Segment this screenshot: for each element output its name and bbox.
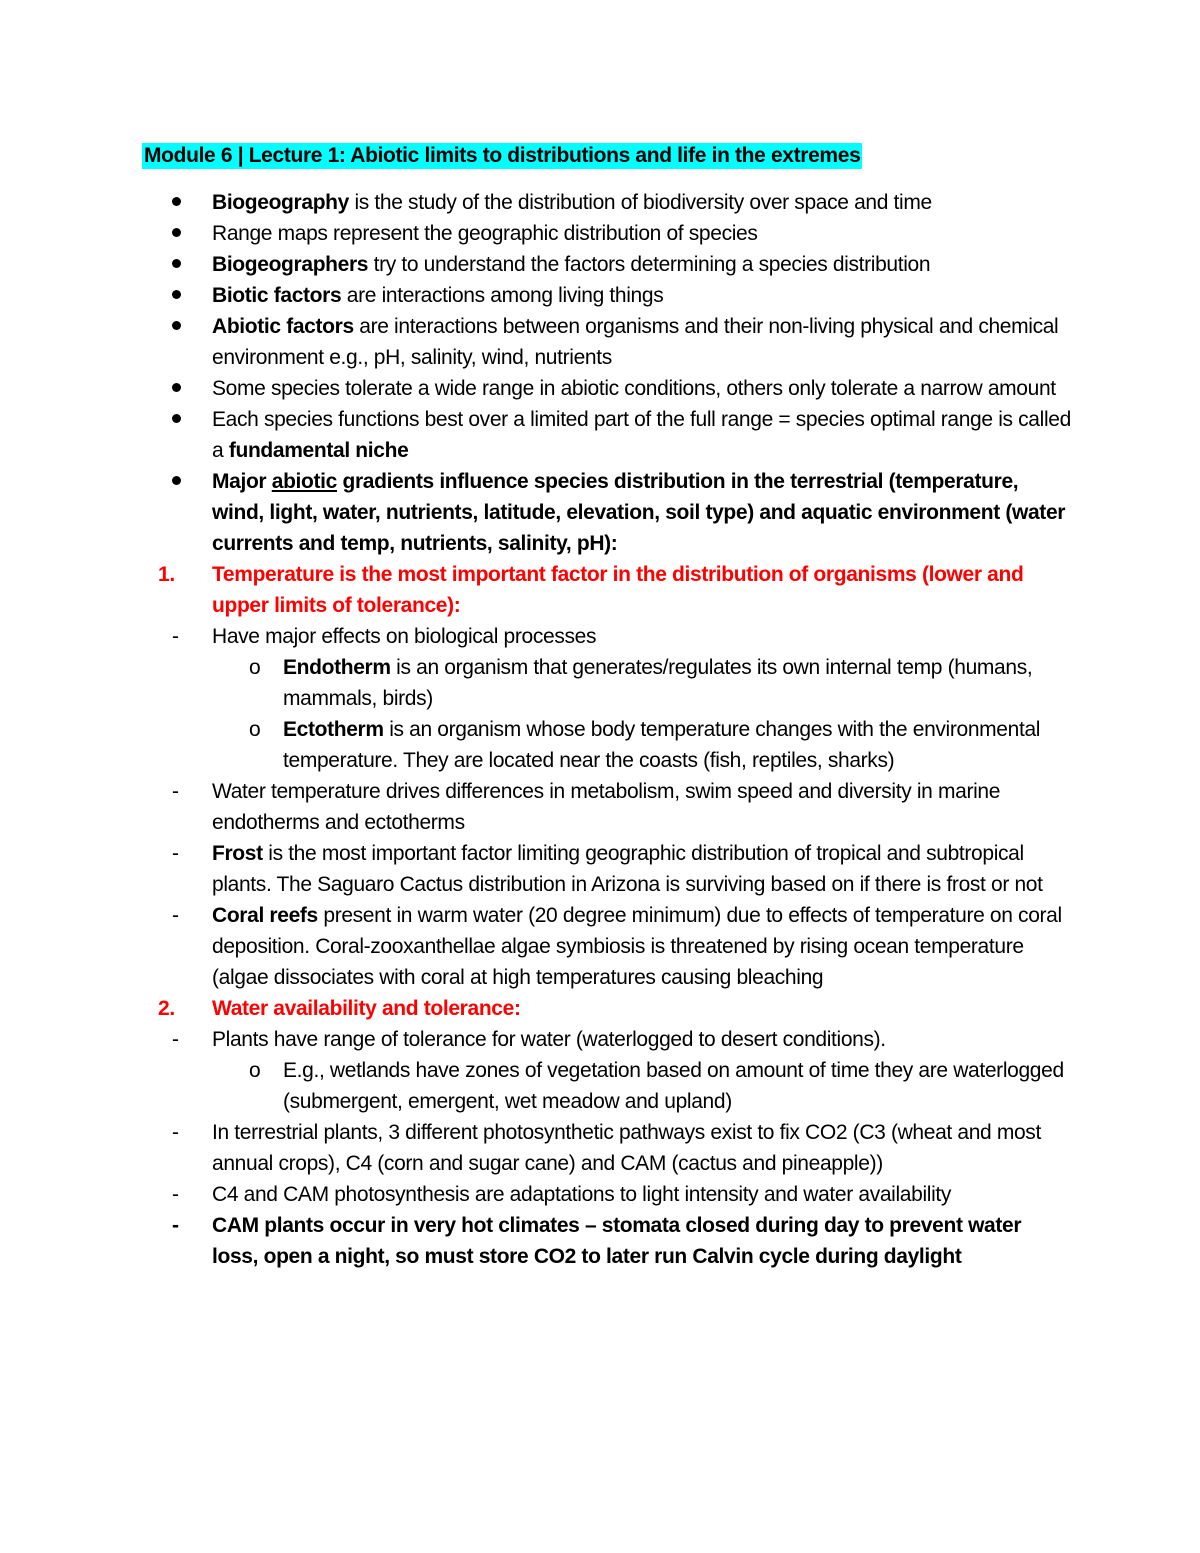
- bullet-dot-icon: [172, 218, 181, 249]
- circle-bullet-icon: o: [249, 1059, 261, 1082]
- page-title: Module 6 | Lecture 1: Abiotic limits to distributions and life in the extremes: [144, 144, 861, 167]
- bullet-dot-icon: [172, 466, 181, 497]
- circle-bullet-icon: o: [249, 656, 261, 679]
- bullet-item: Abiotic factors are interactions between organisms and their non-living physical and chemical environment e.g., pH, salinity, wind, nutrients: [142, 311, 1072, 373]
- dash-item: - Coral reefs present in warm water (20 degree minimum) due to effects of temperature on coral deposition. Coral-zooxanthellae algae symbiosis is threatened by rising ocean temperature (algae dissociates with coral at high temperatures causing bleaching: [172, 904, 1062, 989]
- dash-item: - Have major effects on biological processes: [172, 625, 597, 648]
- dash-item: - Frost is the most important factor limiting geographic distribution of tropical and subtropical plants. The Saguaro Cactus distribution in Arizona is surviving based on if there is frost or not: [172, 842, 1043, 896]
- bullet-dot-icon: [172, 187, 181, 218]
- bullet-item: Major abiotic gradients influence species distribution in the terrestrial (temperature, wind, light, water, nutrients, latitude, elevation, soil type) and aquatic environment (water currents and temp, nutrients, salinity, pH):: [142, 466, 1072, 559]
- dash-item: - Plants have range of tolerance for water (waterlogged to desert conditions).: [172, 1028, 886, 1051]
- bullet-item: Biotic factors are interactions among living things: [142, 280, 1072, 311]
- sub-item: o E.g., wetlands have zones of vegetation based on amount of time they are waterlogged (submergent, emergent, wet meadow and upland): [142, 1055, 1072, 1117]
- bullet-item: Biogeography is the study of the distribution of biodiversity over space and time: [142, 187, 1072, 218]
- bullet-item: Each species functions best over a limited part of the full range = species optimal range is called a fundamental niche: [142, 404, 1072, 466]
- sub-item: o Endotherm is an organism that generates/regulates its own internal temp (humans, mammals, birds): [142, 652, 1072, 714]
- sub-item: o Ectotherm is an organism whose body temperature changes with the environmental temperature. They are located near the coasts (fish, reptiles, sharks): [142, 714, 1072, 776]
- bullet-item: Biogeographers try to understand the factors determining a species distribution: [142, 249, 1072, 280]
- bullet-item: Some species tolerate a wide range in abiotic conditions, others only tolerate a narrow amount: [142, 373, 1072, 404]
- section-heading-water: 2. Water availability and tolerance:: [158, 997, 521, 1020]
- document-body: [142, 140, 1072, 1272]
- bullet-dot-icon: [172, 311, 181, 342]
- bullet-dot-icon: [172, 280, 181, 311]
- dash-item: - In terrestrial plants, 3 different photosynthetic pathways exist to fix CO2 (C3 (wheat and most annual crops), C4 (corn and sugar cane) and CAM (cactus and pineapple)): [172, 1121, 1041, 1175]
- dash-item: - CAM plants occur in very hot climates – stomata closed during day to prevent water loss, open a night, so must store CO2 to later run Calvin cycle during daylight: [172, 1214, 1022, 1268]
- bullet-dot-icon: [172, 373, 181, 404]
- circle-bullet-icon: o: [249, 718, 261, 741]
- bullet-dot-icon: [172, 249, 181, 280]
- bullet-item: Range maps represent the geographic distribution of species: [142, 218, 1072, 249]
- bullet-dot-icon: [172, 404, 181, 435]
- dash-item: - C4 and CAM photosynthesis are adaptations to light intensity and water availability: [172, 1183, 952, 1206]
- section-heading-temperature: 1. Temperature is the most important factor in the distribution of organisms (lower and upper limits of tolerance):: [158, 563, 1024, 617]
- dash-item: - Water temperature drives differences in metabolism, swim speed and diversity in marine endotherms and ectotherms: [172, 780, 1001, 834]
